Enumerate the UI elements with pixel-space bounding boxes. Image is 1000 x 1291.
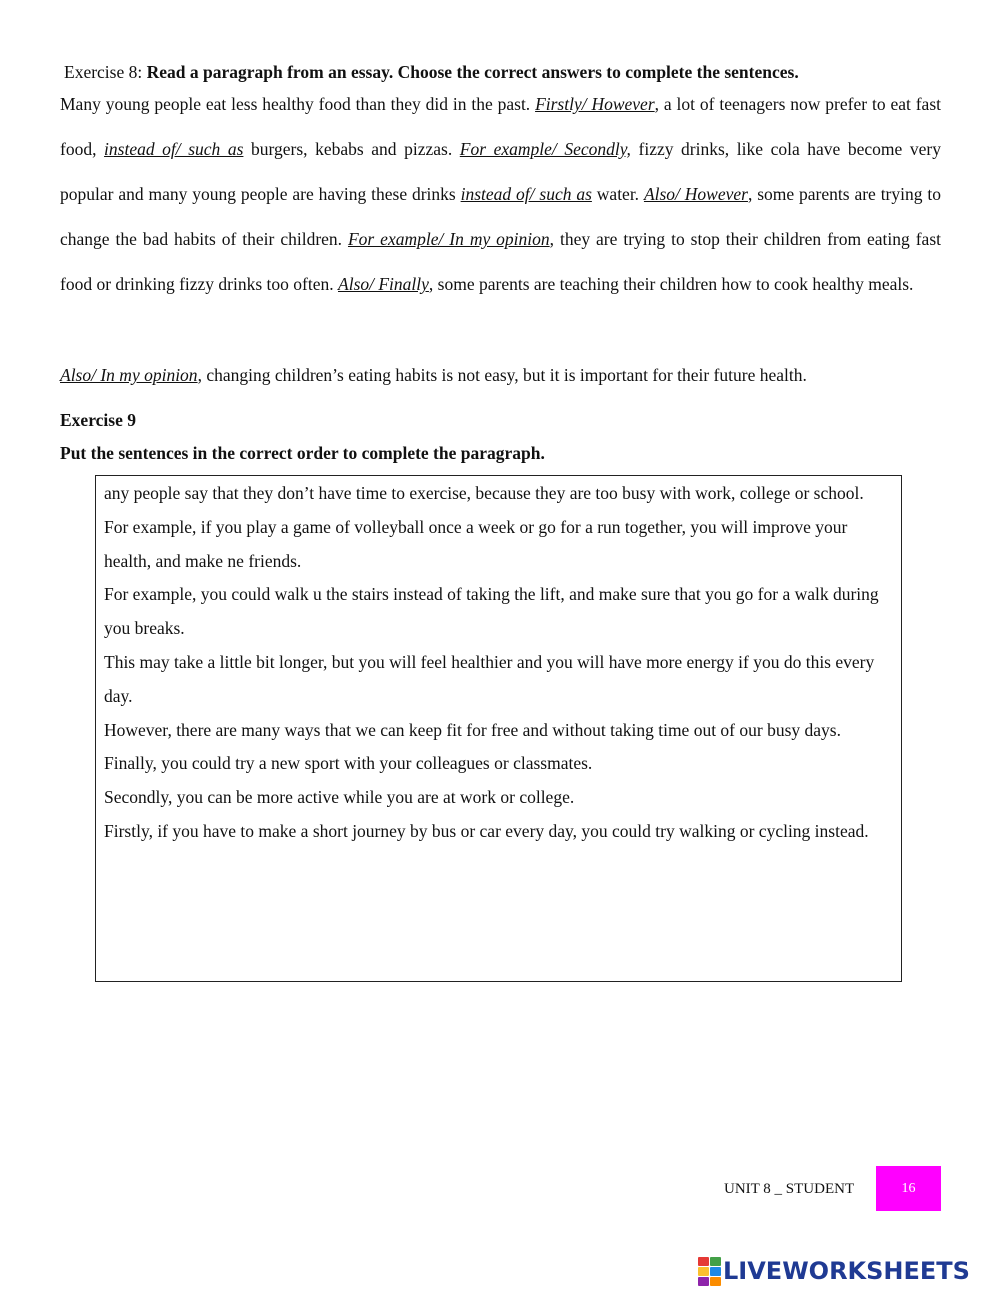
unit-label: UNIT 8 _ STUDENT [724, 1181, 855, 1197]
answer-choice[interactable]: instead of/ such as [460, 184, 592, 204]
paragraph-text: water. [591, 184, 644, 204]
paragraph-text: Many young people eat less healthy food than they did in the past. [60, 94, 536, 114]
sentence-order-box [95, 475, 902, 982]
sentence-item[interactable]: For example, you could walk u the stairs instead of taking the lift, and make sure that you go for a walk during you breaks. [104, 584, 879, 639]
answer-choice[interactable]: Firstly/ However [535, 94, 655, 114]
sentence-item[interactable]: Secondly, you can be more active while you are at work or college. [104, 787, 575, 808]
paragraph-text: , some parents are teaching their children how to cook healthy meals. [428, 274, 914, 294]
conclusion-text: , changing children’s eating habits is not easy, but it is important for their future health. [197, 365, 807, 385]
exercise-9-instruction: Put the sentences in the correct order to complete the paragraph. [60, 443, 545, 463]
sentence-item[interactable]: However, there are many ways that we can keep fit for free and without taking time out of our busy days. [104, 719, 841, 740]
exercise-8-conclusion [60, 363, 960, 387]
sentence-item[interactable]: Firstly, if you have to make a short journey by bus or car every day, you could try walking or cycling instead. [104, 820, 869, 841]
liveworksheets-logo [698, 1254, 970, 1288]
answer-choice[interactable]: For example/ In my opinion [347, 229, 550, 249]
exercise-9-title: Exercise 9 [60, 410, 136, 430]
sentence-item[interactable]: any people say that they don’t have time to exercise, because they are too busy with work, college or school. [104, 483, 864, 503]
paragraph-text: burgers, kebabs and pizzas. [243, 139, 460, 159]
page-number-badge: 16 [876, 1166, 941, 1211]
brand-name: LIVEWORKSHEETS [723, 1257, 970, 1285]
exercise-8-heading [64, 60, 944, 84]
answer-choice[interactable]: Also/ In my opinion [60, 365, 198, 385]
exercise-8-label: Exercise 8: [64, 62, 143, 82]
paragraph-text: , they are trying to stop their children from eating fast food or drinking fizzy drinks too often. [60, 229, 941, 294]
exercise-8-paragraph [60, 82, 941, 307]
answer-choice[interactable]: Also/ Finally [338, 274, 429, 294]
sentence-item[interactable]: This may take a little bit longer, but you will feel healthier and you will have more energy if you do this every day. [104, 651, 875, 706]
exercise-8-instruction: Read a paragraph from an essay. Choose the correct answers to complete the sentences. [146, 62, 799, 82]
answer-choice[interactable]: For example/ Secondly, [459, 139, 631, 159]
brand-logo-icon [698, 1257, 722, 1285]
paragraph-text: fizzy drinks, like cola have become very popular and many young people are having these drinks [60, 139, 941, 204]
sentence-item[interactable]: Finally, you could try a new sport with your colleagues or classmates. [104, 753, 593, 774]
answer-choice[interactable]: Also/ However [643, 184, 748, 204]
paragraph-text: , a lot of teenagers now prefer to eat fast food, [60, 94, 941, 159]
sentence-item[interactable]: For example, if you play a game of volleyball once a week or go for a run together, you will improve your health, and make ne friends. [104, 516, 848, 571]
answer-choice[interactable]: instead of/ such as [104, 139, 244, 159]
paragraph-text: , some parents are trying to change the bad habits of their children. [60, 184, 941, 249]
